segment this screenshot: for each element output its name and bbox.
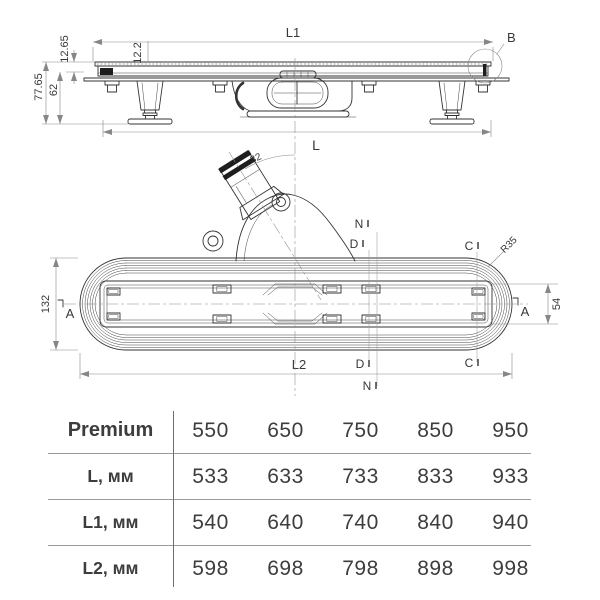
table-cell: 940 xyxy=(492,510,529,534)
table-header-row xyxy=(48,408,550,453)
adjustable-foot-right xyxy=(430,81,474,124)
detail-b-label: B xyxy=(507,30,516,45)
dim-132: 132 xyxy=(40,294,52,314)
row-label: L, мм xyxy=(87,466,134,486)
table-cell: 540 xyxy=(192,510,229,534)
trap-front-view xyxy=(203,58,355,396)
dim-54: 54 xyxy=(551,297,563,311)
table-row-l xyxy=(48,454,550,499)
end-seal-right xyxy=(483,64,487,76)
table-cell: 533 xyxy=(192,464,229,488)
trap-body xyxy=(236,194,355,261)
table-cell: 650 xyxy=(267,418,304,442)
table-row-l1 xyxy=(48,500,550,545)
table-cell: 798 xyxy=(342,556,379,580)
table-cell: 998 xyxy=(492,556,529,580)
end-seal xyxy=(100,68,113,75)
dim-12-2: 12.2 xyxy=(132,42,144,64)
angle-32-label: 32 xyxy=(248,151,264,167)
table-cell: 733 xyxy=(342,464,379,488)
dim-12-65: 12.65 xyxy=(59,35,71,63)
table-cell: 750 xyxy=(342,418,379,442)
table-cell: 740 xyxy=(342,510,379,534)
radius-r35-label: R35 xyxy=(498,234,520,256)
section-c-bottom: C xyxy=(464,356,474,370)
dim-l-label: L xyxy=(312,137,320,153)
series-name: Premium xyxy=(67,419,154,441)
table-cell: 950 xyxy=(492,418,529,442)
table-cell: 698 xyxy=(267,556,304,580)
section-n-top: N xyxy=(354,217,364,231)
table-cell: 550 xyxy=(192,418,229,442)
table-cell: 850 xyxy=(417,418,454,442)
section-n-bottom: N xyxy=(362,379,372,393)
row-label: L1, мм xyxy=(82,512,139,532)
table-row-l2 xyxy=(48,546,550,591)
dim-l2-label: L2 xyxy=(291,357,307,372)
table-cell: 933 xyxy=(492,464,529,488)
size-table xyxy=(48,408,550,591)
table-cell: 898 xyxy=(417,556,454,580)
section-d-top: D xyxy=(349,237,359,251)
table-cell: 840 xyxy=(417,510,454,534)
section-a-left: A xyxy=(65,306,75,321)
section-a-right: A xyxy=(520,304,530,319)
table-cell: 640 xyxy=(267,510,304,534)
section-c-top: C xyxy=(464,239,474,253)
dim-l1-label: L1 xyxy=(285,25,301,40)
dim-62: 62 xyxy=(48,83,60,97)
table-cell: 633 xyxy=(267,464,304,488)
plan-view xyxy=(40,217,563,393)
table-cell: 833 xyxy=(417,464,454,488)
adjustable-foot-left xyxy=(128,81,172,124)
section-d-bottom: D xyxy=(355,357,365,371)
row-label: L2, мм xyxy=(82,558,139,578)
table-cell: 598 xyxy=(192,556,229,580)
dim-77-65: 77.65 xyxy=(33,73,45,101)
side-view xyxy=(33,25,516,153)
